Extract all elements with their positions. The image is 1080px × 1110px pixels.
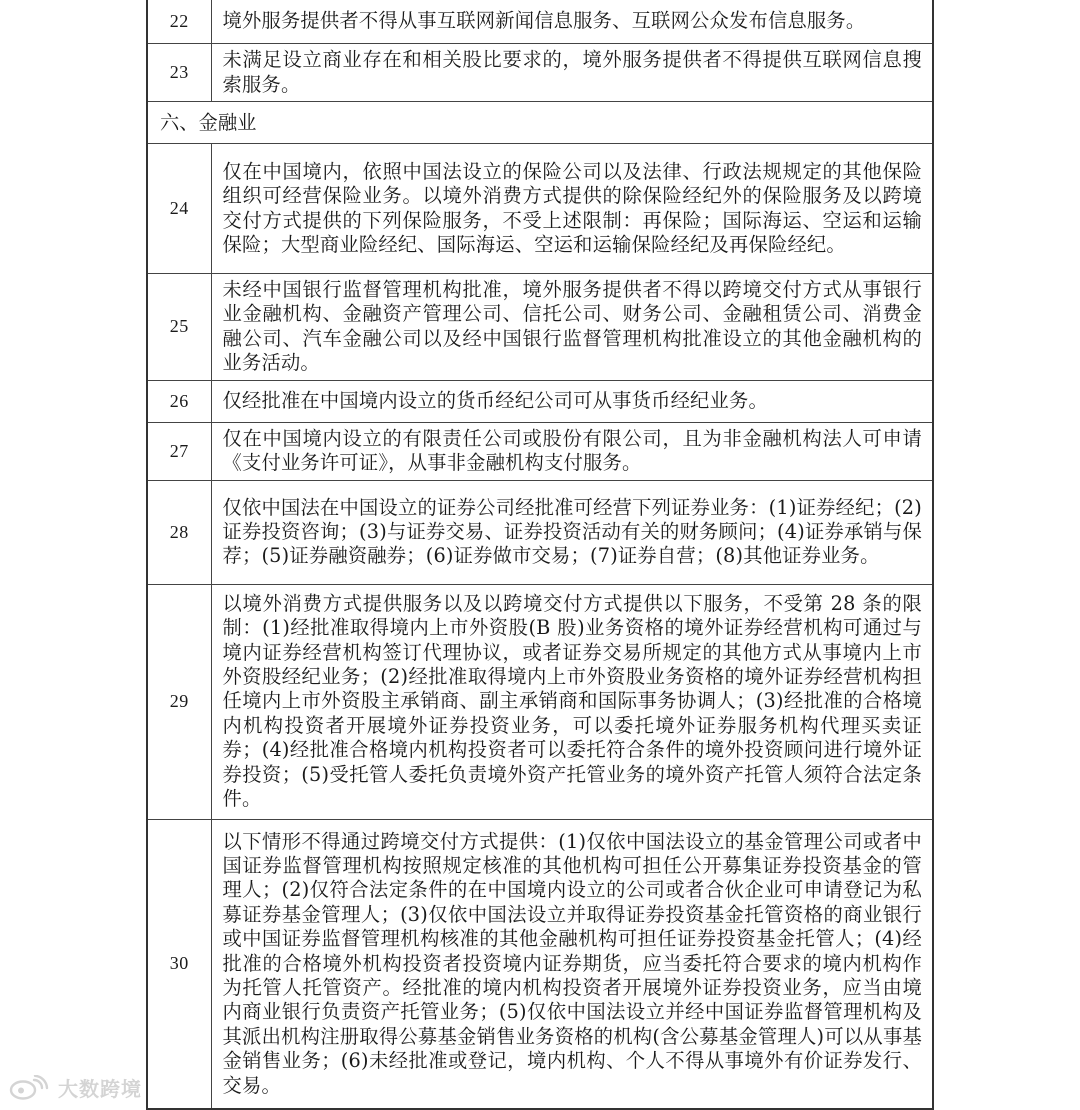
row-text: 未满足设立商业存在和相关股比要求的，境外服务提供者不得提供互联网信息搜索服务。 <box>211 44 933 102</box>
section-title: 六、金融业 <box>147 102 933 144</box>
regulation-table <box>146 0 934 1110</box>
table-row <box>147 480 933 584</box>
table-row <box>147 44 933 102</box>
row-number: 26 <box>147 380 211 422</box>
row-text: 仅在中国境内设立的有限责任公司或股份有限公司，且为非金融机构法人可申请《支付业务许可证》，从事非金融机构支付服务。 <box>211 422 933 480</box>
watermark <box>8 1073 142 1102</box>
table-row <box>147 584 933 819</box>
table-row <box>147 0 933 44</box>
row-text: 仅依中国法在中国设立的证券公司经批准可经营下列证券业务：(1)证券经纪；(2)证券投资咨询；(3)与证券交易、证券投资活动有关的财务顾问；(4)证券承销与保荐；(5)证券融资融券；(6)证券做市交易；(7)证券自营；(8)其他证券业务。 <box>211 480 933 584</box>
row-text: 仅在中国境内，依照中国法设立的保险公司以及法律、行政法规规定的其他保险组织可经营保险业务。以境外消费方式提供的除保险经纪外的保险服务及以跨境交付方式提供的下列保险服务，不受上述限制：再保险；国际海运、空运和运输保险；大型商业险经纪、国际海运、空运和运输保险经纪及再保险经纪。 <box>211 144 933 274</box>
row-text: 仅经批准在中国境内设立的货币经纪公司可从事货币经纪业务。 <box>211 380 933 422</box>
row-number: 22 <box>147 0 211 44</box>
row-text: 以下情形不得通过跨境交付方式提供：(1)仅依中国法设立的基金管理公司或者中国证券监督管理机构按照规定核准的其他机构可担任公开募集证券投资基金的管理人；(2)仅符合法定条件的在中国境内设立的公司或者合伙企业可申请登记为私募证券基金管理人；(3)仅依中国法设立并取得证券投资基金托管资格的商业银行或中国证券监督管理机构核准的其他金融机构可担任证券投资基金托管人；(4)经批准的合格境外机构投资者投资境内证券期货，应当委托符合要求的境内机构作为托管人托管资产。经批准的境内机构投资者开展境外证券投资业务，应当由境内商业银行负责资产托管业务；(5)仅依中国法设立并经中国证券监督管理机构及其派出机构注册取得公募基金销售业务资格的机构(含公募基金管理人)可以从事基金销售业务；(6)未经批准或登记，境内机构、个人不得从事境外有价证券发行、交易。 <box>211 819 933 1109</box>
row-number: 29 <box>147 584 211 819</box>
watermark-text: 大数跨境 <box>58 1077 142 1101</box>
table-row <box>147 819 933 1109</box>
row-number: 25 <box>147 274 211 381</box>
row-number: 30 <box>147 819 211 1109</box>
row-text: 未经中国银行监督管理机构批准，境外服务提供者不得以跨境交付方式从事银行业金融机构、金融资产管理公司、信托公司、财务公司、金融租赁公司、消费金融公司、汽车金融公司以及经中国银行监督管理机构批准设立的其他金融机构的业务活动。 <box>211 274 933 381</box>
weibo-icon <box>8 1075 52 1101</box>
row-text: 以境外消费方式提供服务以及以跨境交付方式提供以下服务，不受第 28 条的限制：(1)经批准取得境内上市外资股(B 股)业务资格的境外证券经营机构可通过与境内证券经营机构签订代理协议，或者证券交易所规定的其他方式从事境内上市外资股经纪业务；(2)经批准取得境内上市外资股业务资格的境外证券经营机构担任境内上市外资股主承销商、副主承销商和国际事务协调人；(3)经批准的合格境内机构投资者开展境外证券投资业务，可以委托境外证券服务机构代理买卖证券；(4)经批准合格境内机构投资者可以委托符合条件的境外投资顾问进行境外证券投资；(5)受托管人委托负责境外资产托管业务的境外资产托管人须符合法定条件。 <box>211 584 933 819</box>
row-number: 23 <box>147 44 211 102</box>
table-row <box>147 422 933 480</box>
section-header-row <box>147 102 933 144</box>
row-text: 境外服务提供者不得从事互联网新闻信息服务、互联网公众发布信息服务。 <box>211 0 933 44</box>
table-row <box>147 274 933 381</box>
row-number: 24 <box>147 144 211 274</box>
row-number: 27 <box>147 422 211 480</box>
row-number: 28 <box>147 480 211 584</box>
table-row <box>147 380 933 422</box>
table-row <box>147 144 933 274</box>
